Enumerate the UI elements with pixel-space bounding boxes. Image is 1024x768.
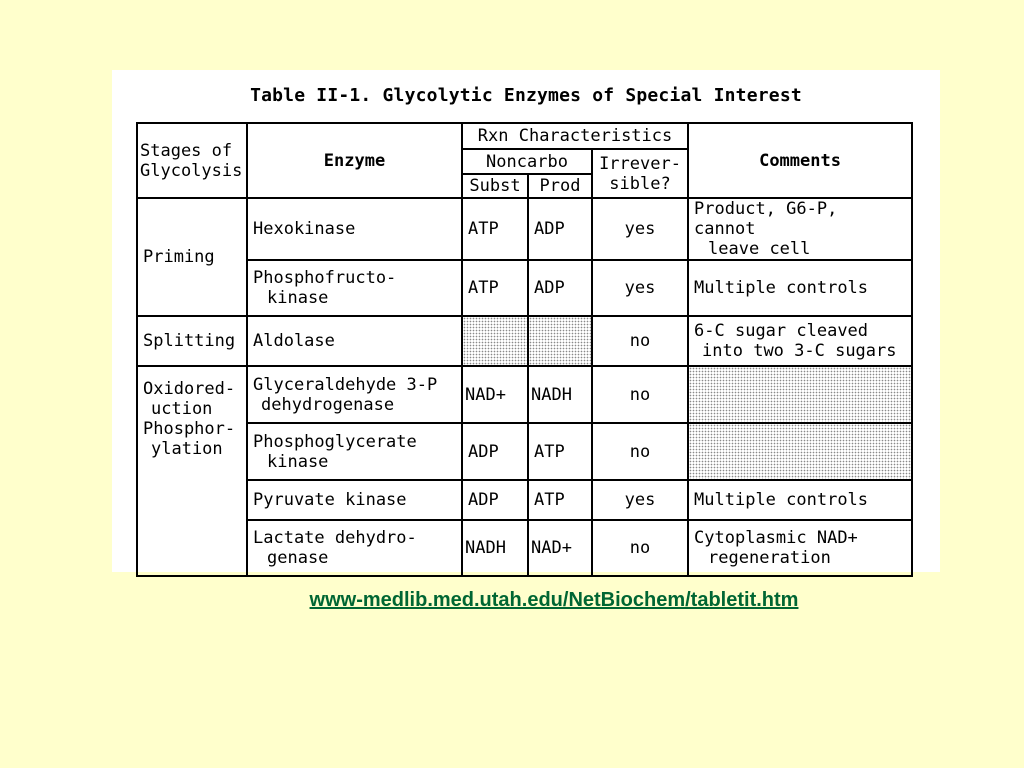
enzyme-cell xyxy=(247,423,462,480)
stage-oxidoreduction xyxy=(137,366,247,576)
header-prod: Prod xyxy=(528,174,592,198)
header-irreversible xyxy=(592,149,688,198)
comment-cell xyxy=(688,520,912,576)
source-link[interactable]: www-medlib.med.utah.edu/NetBiochem/tabletit.htm xyxy=(309,589,799,611)
table-row xyxy=(137,520,912,576)
enzyme-cell xyxy=(247,316,462,366)
enzyme-name-cont: dehydrogenase xyxy=(261,394,395,415)
comment-line1: 6-C sugar cleaved xyxy=(694,321,869,341)
irrev-cell: no xyxy=(592,366,688,423)
comment-cell: Multiple controls xyxy=(688,260,912,316)
enzyme-cell xyxy=(247,198,462,260)
stage-oxid-line1: Oxidored- xyxy=(143,379,236,399)
enzyme-cell xyxy=(247,520,462,576)
enzyme-name: Pyruvate kinase xyxy=(253,490,407,510)
prod-cell: NADH xyxy=(528,366,592,423)
enzyme-name-cont: genase xyxy=(267,548,329,568)
stage-oxid-line4: ylation xyxy=(151,439,223,459)
subst-cell: ADP xyxy=(462,423,528,480)
table-title: Table II-1. Glycolytic Enzymes of Special Interest xyxy=(250,85,802,106)
header-rxn-characteristics: Rxn Characteristics xyxy=(462,123,688,149)
enzyme-name-cont: kinase xyxy=(267,288,329,308)
enzyme-name: Glyceraldehyde 3-P xyxy=(253,374,438,395)
subst-cell-shaded xyxy=(462,316,528,366)
glycolytic-enzymes-table xyxy=(136,122,913,577)
subst-cell: NAD+ xyxy=(462,366,528,423)
table-row xyxy=(137,260,912,316)
prod-cell: ATP xyxy=(528,480,592,520)
enzyme-name: Phosphofructo- xyxy=(253,268,397,288)
comment-line2: regeneration xyxy=(708,548,831,568)
enzyme-cell xyxy=(247,480,462,520)
prod-cell: ADP xyxy=(528,260,592,316)
comment-cell-shaded xyxy=(688,366,912,423)
enzyme-name: Lactate dehydro- xyxy=(253,528,417,548)
comment-line1: Cytoplasmic NAD+ xyxy=(694,528,858,548)
table-row xyxy=(137,423,912,480)
comment-cell-shaded xyxy=(688,423,912,480)
header-irrev-line1: Irrever- xyxy=(599,153,681,174)
enzyme-name: Hexokinase xyxy=(253,219,356,239)
prod-cell: ADP xyxy=(528,198,592,260)
header-noncarbo: Noncarbo xyxy=(462,149,592,174)
stage-oxid-line2: uction xyxy=(151,399,213,419)
irrev-cell: no xyxy=(592,423,688,480)
prod-cell: ATP xyxy=(528,423,592,480)
subst-cell: NADH xyxy=(462,520,528,576)
enzyme-name: Aldolase xyxy=(253,331,335,351)
table-panel xyxy=(112,70,940,572)
comment-cell xyxy=(688,198,912,260)
irrev-cell: yes xyxy=(592,260,688,316)
prod-cell-shaded xyxy=(528,316,592,366)
subst-cell: ATP xyxy=(462,260,528,316)
header-stages-line2: Glycolysis xyxy=(140,160,243,181)
enzyme-cell xyxy=(247,366,462,423)
subst-cell: ATP xyxy=(462,198,528,260)
table-row xyxy=(137,316,912,366)
comment-line2: into two 3-C sugars xyxy=(702,341,897,361)
stage-splitting: Splitting xyxy=(137,316,247,366)
enzyme-name: Phosphoglycerate xyxy=(253,431,417,452)
irrev-cell: yes xyxy=(592,198,688,260)
stage-priming: Priming xyxy=(137,198,247,316)
header-subst: Subst xyxy=(462,174,528,198)
header-stages-line1: Stages of xyxy=(140,140,233,161)
table-row xyxy=(137,366,912,423)
header-enzyme: Enzyme xyxy=(247,123,462,198)
comment-cell: Multiple controls xyxy=(688,480,912,520)
comment-line1: Product, G6-P, cannot xyxy=(694,199,838,239)
table-row xyxy=(137,198,912,260)
irrev-cell: yes xyxy=(592,480,688,520)
irrev-cell: no xyxy=(592,316,688,366)
irrev-cell: no xyxy=(592,520,688,576)
header-irrev-line2: sible? xyxy=(609,173,671,194)
header-stages xyxy=(137,123,247,198)
subst-cell: ADP xyxy=(462,480,528,520)
prod-cell: NAD+ xyxy=(528,520,592,576)
comment-cell xyxy=(688,316,912,366)
table-row xyxy=(137,480,912,520)
enzyme-name-cont: kinase xyxy=(267,451,329,472)
header-comments: Comments xyxy=(688,123,912,198)
comment-line2: leave cell xyxy=(708,239,811,259)
enzyme-cell xyxy=(247,260,462,316)
stage-oxid-line3: Phosphor- xyxy=(143,419,236,439)
